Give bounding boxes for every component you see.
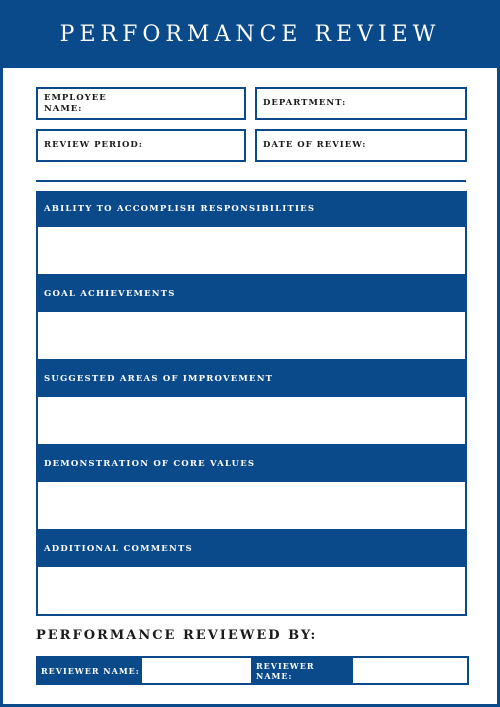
review-period-label: REVIEW PERIOD: — [44, 140, 143, 150]
department-field[interactable] — [255, 87, 467, 120]
reviewer-name-input-1[interactable] — [140, 658, 251, 683]
section-input-responsibilities[interactable] — [36, 227, 467, 276]
department-label: DEPARTMENT: — [263, 98, 347, 108]
section-header-goals — [36, 276, 467, 312]
section-input-goals[interactable] — [36, 312, 467, 361]
section-label: GOAL ACHIEVEMENTS — [44, 289, 176, 299]
divider — [36, 180, 466, 182]
section-header-core-values — [36, 446, 467, 482]
section-label: ABILITY TO ACCOMPLISH RESPONSIBILITIES — [44, 204, 316, 214]
section-input-comments[interactable] — [36, 567, 467, 616]
reviewer-row — [36, 656, 469, 685]
employee-name-label: EMPLOYEE NAME: — [44, 92, 107, 114]
date-of-review-field[interactable] — [255, 129, 467, 162]
page-title: PERFORMANCE REVIEW — [59, 22, 441, 47]
section-label: DEMONSTRATION OF CORE VALUES — [44, 459, 256, 469]
reviewed-by-title: PERFORMANCE REVIEWED BY: — [36, 628, 318, 643]
section-header-comments — [36, 531, 467, 567]
section-input-improvement[interactable] — [36, 397, 467, 446]
review-period-field[interactable] — [36, 129, 246, 162]
section-label: SUGGESTED AREAS OF IMPROVEMENT — [44, 374, 274, 384]
reviewer-name-input-2[interactable] — [351, 658, 467, 683]
section-header-improvement — [36, 361, 467, 397]
reviewer-name-text-2: REVIEWER NAME: — [256, 660, 315, 681]
date-of-review-label: DATE OF REVIEW: — [263, 140, 367, 150]
section-label: ADDITIONAL COMMENTS — [44, 544, 193, 554]
reviewer-name-text-1: REVIEWER NAME: — [41, 665, 140, 676]
section-header-responsibilities — [36, 191, 467, 227]
employee-name-field[interactable] — [36, 87, 246, 120]
section-input-core-values[interactable] — [36, 482, 467, 531]
reviewer-name-label-1 — [38, 658, 140, 683]
reviewer-name-label-2 — [251, 658, 351, 683]
